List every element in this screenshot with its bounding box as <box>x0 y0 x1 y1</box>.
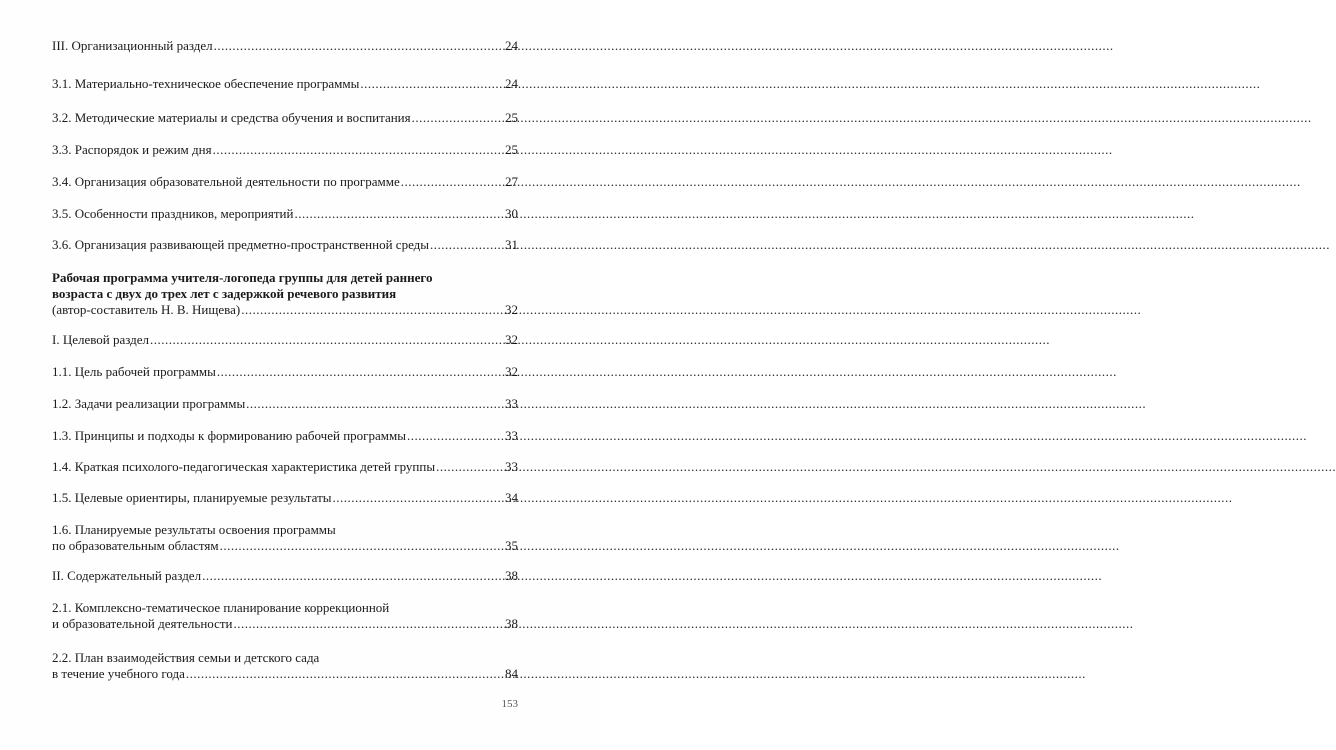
toc-entry <box>52 568 518 584</box>
toc-entry <box>52 522 518 554</box>
toc-entry <box>52 650 518 682</box>
toc-entry-page: 24 <box>505 38 518 53</box>
toc-entry-page: 24 <box>505 76 518 91</box>
leader-dots <box>246 396 504 412</box>
leader-dots <box>186 666 504 682</box>
toc-entry-title: II. Содержательный раздел <box>52 568 202 583</box>
leader-dots <box>436 459 504 475</box>
toc-entry-title: 3.1. Материально-техническое обеспечение программы <box>52 76 360 91</box>
leader-dots <box>430 237 504 253</box>
leader-dots <box>202 568 504 584</box>
toc-entry-title: 1.5. Целевые ориентиры, планируемые результаты <box>52 490 332 505</box>
toc-entry-page: 33 <box>505 459 518 474</box>
toc-entry-page: 33 <box>505 396 518 411</box>
toc-entry-title: 1.2. Задачи реализации программы <box>52 396 246 411</box>
toc-entry <box>52 490 518 506</box>
toc-entry-title: 2.2. План взаимодействия семьи и детского сада <box>52 650 320 665</box>
toc-entry-title: 1.6. Планируемые результаты освоения программы <box>52 522 336 537</box>
toc-entry-title: (автор-составитель Н. В. Нищева) <box>52 302 241 317</box>
toc-entry-title: III. Организационный раздел <box>52 38 213 53</box>
toc-entry <box>52 142 518 158</box>
toc-entry-page: 32 <box>505 332 518 347</box>
program-heading-line: возраста с двух до трех лет с задержкой речевого развития <box>52 286 397 301</box>
toc-entry <box>52 364 518 380</box>
toc-entry <box>52 428 518 444</box>
toc-entry-title: 3.5. Особенности праздников, мероприятий <box>52 206 294 221</box>
toc-entry <box>52 332 518 348</box>
leader-dots <box>241 302 504 318</box>
toc-entry-page: 31 <box>505 237 518 252</box>
toc-entry-page: 35 <box>505 538 518 553</box>
toc-entry-title: 3.4. Организация образовательной деятельности по программе <box>52 174 400 189</box>
leader-dots <box>360 76 504 92</box>
toc-entry-page: 25 <box>505 142 518 157</box>
toc-entry-title: 3.3. Распорядок и режим дня <box>52 142 212 157</box>
toc-entry <box>52 206 518 222</box>
leader-dots <box>401 174 504 190</box>
toc-entry-page: 27 <box>505 174 518 189</box>
leader-dots <box>234 616 504 632</box>
leader-dots <box>220 538 504 554</box>
leader-dots <box>217 364 504 380</box>
toc-entry <box>52 174 518 190</box>
toc-entry-title-continued: и образовательной деятельности <box>52 616 233 631</box>
toc-entry <box>52 38 518 54</box>
toc-entry-page: 34 <box>505 490 518 505</box>
toc-entry-page: 32 <box>505 302 518 317</box>
toc-entry-title: 1.1. Цель рабочей программы <box>52 364 216 379</box>
toc-entry-title: 1.3. Принципы и подходы к формированию рабочей программы <box>52 428 406 443</box>
leader-dots <box>214 38 504 54</box>
toc-entry <box>52 459 518 475</box>
toc-entry <box>52 600 518 632</box>
toc-entry-title: 2.1. Комплексно-тематическое планирование коррекционной <box>52 600 390 615</box>
toc-entry-page: 33 <box>505 428 518 443</box>
toc-entry-page: 84 <box>505 666 518 681</box>
toc-entry <box>52 237 518 253</box>
toc-entry-title: I. Целевой раздел <box>52 332 150 347</box>
toc-entry <box>52 110 518 126</box>
toc-entry-title-continued: в течение учебного года <box>52 666 185 681</box>
toc-entry <box>52 396 518 412</box>
leader-dots <box>412 110 504 126</box>
leader-dots <box>213 142 504 158</box>
page-number: 153 <box>501 698 518 710</box>
toc-entry-page: 30 <box>505 206 518 221</box>
leader-dots <box>294 206 504 222</box>
leader-dots <box>407 428 504 444</box>
toc-entry-title: 3.2. Методические материалы и средства обучения и воспитания <box>52 110 411 125</box>
toc-entry-page: 32 <box>505 364 518 379</box>
toc-entry <box>52 76 518 92</box>
toc-entry-page: 38 <box>505 616 518 631</box>
toc-entry-title: 1.4. Краткая психолого-педагогическая характеристика детей группы <box>52 459 436 474</box>
toc-entry-title: 3.6. Организация развивающей предметно-пространственной среды <box>52 237 430 252</box>
program-heading-line: Рабочая программа учителя-логопеда группы для детей раннего <box>52 270 433 285</box>
toc-entry-page: 38 <box>505 568 518 583</box>
toc-entry-page: 25 <box>505 110 518 125</box>
toc-entry-title-continued: по образовательным областям <box>52 538 219 553</box>
leader-dots <box>332 490 504 506</box>
toc-entry-program-heading <box>52 270 518 318</box>
leader-dots <box>150 332 504 348</box>
book-page <box>0 0 600 750</box>
